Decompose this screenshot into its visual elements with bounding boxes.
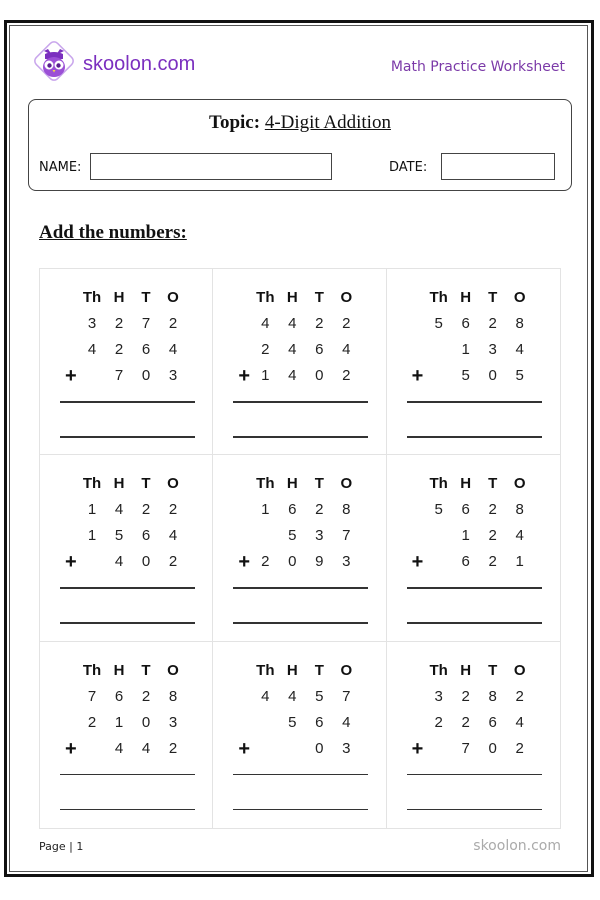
digit: 1 <box>461 527 470 545</box>
digit: 2 <box>168 553 178 571</box>
plus-sign: + <box>238 737 251 760</box>
addend-row <box>213 688 385 708</box>
digit: 2 <box>488 315 497 332</box>
answer-line[interactable] <box>407 809 542 811</box>
name-field[interactable] <box>90 153 332 180</box>
addend-row <box>40 341 212 361</box>
digit: 4 <box>114 553 124 571</box>
digit: 2 <box>168 739 178 757</box>
digit: 4 <box>261 687 270 705</box>
addend-row <box>40 315 212 335</box>
digit: 6 <box>488 713 497 731</box>
digit: 7 <box>141 315 151 332</box>
column-header: T <box>314 661 324 679</box>
problem-cell <box>40 642 213 828</box>
column-header: O <box>340 475 353 493</box>
digit: 0 <box>488 739 497 757</box>
digit: 8 <box>342 501 351 519</box>
digit: 3 <box>488 341 497 358</box>
digit: 1 <box>114 713 124 731</box>
place-value-header <box>213 475 385 495</box>
column-header: H <box>460 475 472 493</box>
digit: 2 <box>261 553 270 571</box>
digit: 3 <box>315 527 324 545</box>
digit: 1 <box>261 367 270 384</box>
problem-cell <box>40 269 213 455</box>
digit: 1 <box>87 501 97 519</box>
digit: 2 <box>488 501 497 519</box>
addend-row <box>387 688 560 708</box>
digit: 7 <box>342 687 351 705</box>
digit: 2 <box>141 501 151 519</box>
digit: 2 <box>114 315 124 332</box>
digit: 4 <box>114 501 124 519</box>
plus-sign: + <box>65 737 77 760</box>
addend-row <box>387 315 560 335</box>
plus-sign: + <box>238 551 251 574</box>
sum-line <box>233 401 368 403</box>
column-header: H <box>113 661 125 679</box>
digit: 8 <box>488 687 497 705</box>
addend-row <box>213 527 385 547</box>
plus-sign: + <box>238 365 251 387</box>
date-label: DATE: <box>389 160 428 175</box>
digit: 6 <box>315 341 324 358</box>
sum-line <box>60 774 195 776</box>
digit: 0 <box>141 553 151 571</box>
digit: 5 <box>288 713 297 731</box>
sum-line <box>233 587 368 589</box>
name-label: NAME: <box>39 160 82 175</box>
problem-cell <box>387 455 560 641</box>
brand-name: skoolon.com <box>83 53 196 75</box>
digit: 6 <box>461 315 470 332</box>
digit: 5 <box>515 367 524 384</box>
column-header: H <box>286 289 298 306</box>
digit: 4 <box>515 527 524 545</box>
digit: 2 <box>315 501 324 519</box>
digit: 2 <box>488 553 497 571</box>
digit: 4 <box>87 341 97 358</box>
digit: 0 <box>315 739 324 757</box>
column-header: Th <box>256 289 275 306</box>
addend-row <box>213 341 385 361</box>
sum-line <box>407 587 542 589</box>
digit: 8 <box>168 687 178 705</box>
column-header: O <box>513 289 526 306</box>
column-header: H <box>460 661 472 679</box>
column-header: Th <box>82 661 102 679</box>
addend-row <box>40 367 212 387</box>
column-header: H <box>286 661 298 679</box>
digit: 2 <box>515 687 524 705</box>
instructions-heading: Add the numbers: <box>39 222 187 243</box>
problem-cell <box>40 455 213 641</box>
digit: 1 <box>515 553 524 571</box>
digit: 3 <box>342 739 351 757</box>
sum-line <box>407 774 542 776</box>
column-header: Th <box>82 289 102 306</box>
digit: 2 <box>315 315 324 332</box>
digit: 4 <box>288 341 297 358</box>
sum-line <box>407 401 542 403</box>
addend-row <box>387 341 560 361</box>
place-value-header <box>40 662 212 682</box>
column-header: Th <box>256 475 275 493</box>
column-header: T <box>488 289 498 306</box>
digit: 0 <box>488 367 497 384</box>
digit: 3 <box>342 553 351 571</box>
addend-row <box>40 527 212 547</box>
addend-row <box>40 737 212 760</box>
topic-title <box>0 112 600 134</box>
plus-sign: + <box>411 737 424 760</box>
digit: 6 <box>315 713 324 731</box>
addend-row <box>387 501 560 521</box>
digit: 0 <box>141 367 151 384</box>
answer-line[interactable] <box>233 622 368 624</box>
digit: 7 <box>461 739 470 757</box>
place-value-header <box>387 662 560 682</box>
addend-row <box>387 553 560 573</box>
column-header: T <box>141 289 151 306</box>
place-value-header <box>40 475 212 495</box>
digit: 4 <box>288 315 297 332</box>
sum-line <box>233 774 368 776</box>
addend-row <box>387 367 560 387</box>
column-header: H <box>113 475 125 493</box>
addend-row <box>213 737 385 760</box>
digit: 7 <box>87 687 97 705</box>
answer-line[interactable] <box>60 622 195 624</box>
plus-sign: + <box>411 551 424 574</box>
digit: 2 <box>342 315 351 332</box>
digit: 5 <box>434 501 443 519</box>
addend-row <box>387 714 560 734</box>
digit: 3 <box>87 315 97 332</box>
sum-line <box>60 587 195 589</box>
digit: 2 <box>141 687 151 705</box>
column-header: O <box>167 289 179 306</box>
column-header: O <box>340 289 353 306</box>
digit: 0 <box>141 713 151 731</box>
digit: 9 <box>315 553 324 571</box>
column-header: H <box>460 289 472 306</box>
column-header: Th <box>256 661 275 679</box>
digit: 4 <box>515 713 524 731</box>
digit: 3 <box>434 687 443 705</box>
answer-line[interactable] <box>60 809 195 811</box>
digit: 5 <box>288 527 297 545</box>
addend-row <box>213 553 385 573</box>
digit: 0 <box>315 367 324 384</box>
column-header: Th <box>82 475 102 493</box>
digit: 1 <box>261 501 270 519</box>
digit: 4 <box>288 367 297 384</box>
column-header: Th <box>429 661 448 679</box>
problem-cell <box>387 269 560 455</box>
problem-cell <box>213 642 386 828</box>
plus-sign: + <box>65 551 77 574</box>
digit: 4 <box>168 341 178 358</box>
digit: 2 <box>488 527 497 545</box>
digit: 4 <box>168 527 178 545</box>
digit: 4 <box>141 739 151 757</box>
answer-line[interactable] <box>233 436 368 438</box>
addend-row <box>387 737 560 760</box>
addend-row <box>213 367 385 387</box>
worksheet-subtitle: Math Practice Worksheet <box>390 59 565 75</box>
digit: 5 <box>114 527 124 545</box>
column-header: Th <box>429 289 448 306</box>
column-header: O <box>340 661 353 679</box>
addend-row <box>40 714 212 734</box>
column-header: H <box>286 475 298 493</box>
digit: 2 <box>434 713 443 731</box>
digit: 5 <box>461 367 470 384</box>
digit: 2 <box>461 687 470 705</box>
answer-line[interactable] <box>407 436 542 438</box>
digit: 6 <box>141 341 151 358</box>
digit: 2 <box>342 367 351 384</box>
topic-value: 4-Digit Addition <box>264 112 391 133</box>
sum-line <box>60 401 195 403</box>
digit: 2 <box>168 315 178 332</box>
place-value-header <box>387 475 560 495</box>
digit: 4 <box>515 341 524 358</box>
column-header: T <box>314 475 324 493</box>
problems-grid <box>39 268 561 829</box>
digit: 8 <box>515 315 524 332</box>
place-value-header <box>213 662 385 682</box>
addend-row <box>40 553 212 573</box>
addend-row <box>213 501 385 521</box>
place-value-header <box>40 289 212 309</box>
digit: 7 <box>114 367 124 384</box>
answer-line[interactable] <box>60 436 195 438</box>
owl-logo-icon <box>30 37 78 85</box>
column-header: T <box>141 661 151 679</box>
digit: 6 <box>141 527 151 545</box>
digit: 7 <box>342 527 351 545</box>
footer-brand: skoolon.com <box>473 838 561 854</box>
plus-sign: + <box>65 365 77 387</box>
problem-cell <box>213 455 386 641</box>
date-field[interactable] <box>441 153 555 180</box>
digit: 2 <box>261 341 270 358</box>
digit: 4 <box>342 341 351 358</box>
digit: 2 <box>114 341 124 358</box>
digit: 1 <box>87 527 97 545</box>
column-header: T <box>141 475 151 493</box>
digit: 4 <box>342 713 351 731</box>
page-number: Page | 1 <box>39 840 84 853</box>
column-header: T <box>488 475 498 493</box>
column-header: O <box>513 661 526 679</box>
digit: 2 <box>515 739 524 757</box>
digit: 5 <box>434 315 443 332</box>
column-header: O <box>513 475 526 493</box>
digit: 6 <box>114 687 124 705</box>
column-header: O <box>167 475 179 493</box>
problem-cell <box>387 642 560 828</box>
column-header: H <box>113 289 125 306</box>
digit: 5 <box>315 687 324 705</box>
answer-line[interactable] <box>407 622 542 624</box>
plus-sign: + <box>411 365 424 387</box>
addend-row <box>387 527 560 547</box>
addend-row <box>40 501 212 521</box>
answer-line[interactable] <box>233 809 368 811</box>
place-value-header <box>387 289 560 309</box>
column-header: Th <box>429 475 448 493</box>
column-header: O <box>167 661 179 679</box>
digit: 4 <box>114 739 124 757</box>
digit: 2 <box>168 501 178 519</box>
digit: 8 <box>515 501 524 519</box>
digit: 4 <box>261 315 270 332</box>
column-header: T <box>314 289 324 306</box>
digit: 2 <box>87 713 97 731</box>
problem-cell <box>213 269 386 455</box>
digit: 1 <box>461 341 470 358</box>
addend-row <box>213 714 385 734</box>
digit: 4 <box>288 687 297 705</box>
digit: 6 <box>461 553 470 571</box>
addend-row <box>213 315 385 335</box>
column-header: T <box>488 661 498 679</box>
digit: 2 <box>461 713 470 731</box>
addend-row <box>40 688 212 708</box>
digit: 6 <box>461 501 470 519</box>
digit: 6 <box>288 501 297 519</box>
digit: 0 <box>288 553 297 571</box>
place-value-header <box>213 289 385 309</box>
digit: 3 <box>168 713 178 731</box>
topic-label: Topic: <box>209 112 261 133</box>
digit: 3 <box>168 367 178 384</box>
